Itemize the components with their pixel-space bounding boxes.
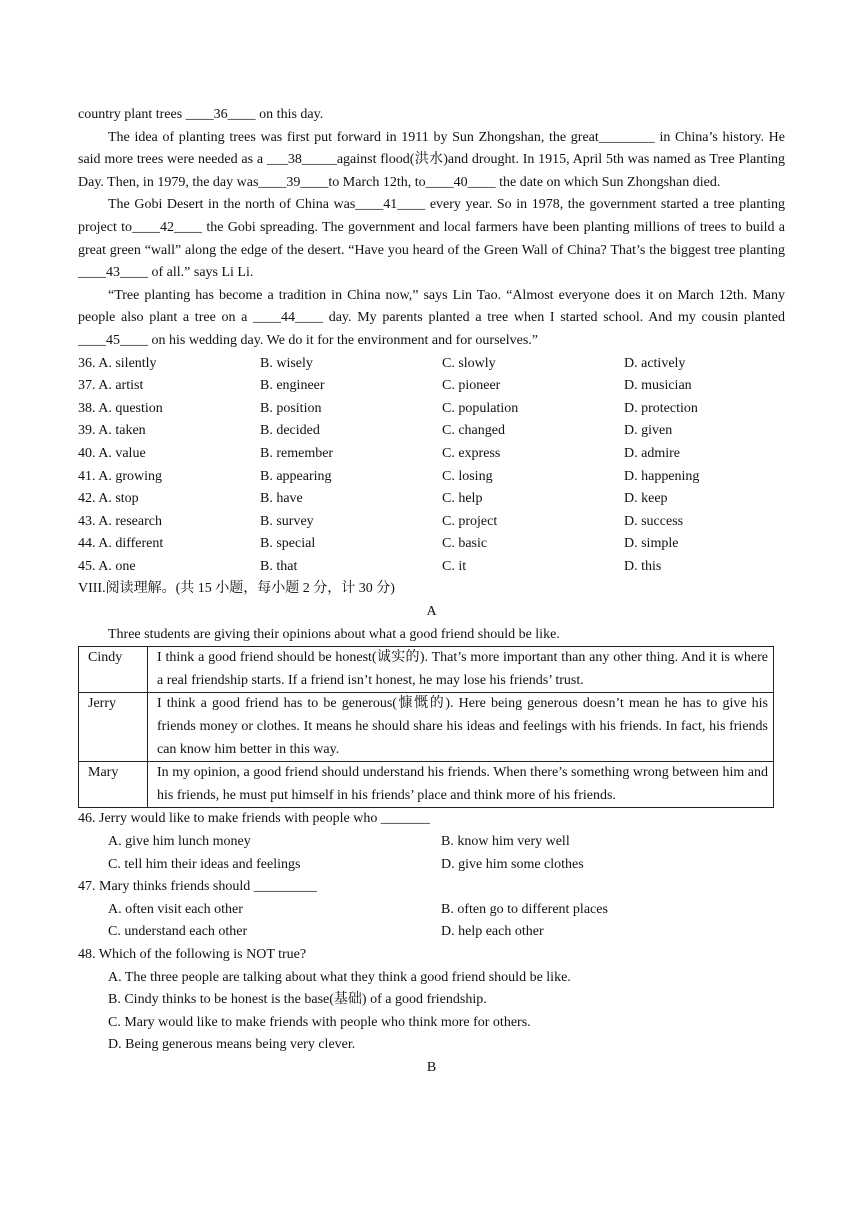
option: B. remember xyxy=(260,445,334,461)
question-47 xyxy=(78,876,785,944)
passage-paragraph: “Tree planting has become a tradition in China now,” says Lin Tao. “Almost everyone does it on March 12th. Many people also plant a tree on a ____44____ day. My parents planted a tree when I started school. And my cousin planted ____45____ on his wedding day. We do it for the environment and for ourselves.” xyxy=(78,287,785,348)
question-stem: 47. Mary thinks friends should _________ xyxy=(78,879,317,895)
option: 39. A. taken xyxy=(78,423,146,439)
passage-paragraph: The Gobi Desert in the north of China was____41____ every year. So in 1978, the government started a tree planting project to____42____ the Gobi spreading. The government and local farmers have been planting millions of trees to build a great green “wall” along the edge of the desert. “Have you heard of the Green Wall of China? That’s the biggest tree planting ____43____ of all.” says Li Li. xyxy=(78,197,785,281)
option-row xyxy=(78,420,785,443)
option-d: D. give him some clothes xyxy=(441,856,584,872)
option: C. basic xyxy=(442,536,488,552)
option: 38. A. question xyxy=(78,400,163,416)
passage-line: country plant trees ____36____ on this day. xyxy=(78,107,324,122)
option: C. project xyxy=(442,513,498,529)
option-row xyxy=(78,466,785,489)
option: D. success xyxy=(624,513,684,529)
exam-page xyxy=(78,104,785,1080)
option: C. pioneer xyxy=(442,378,501,394)
table-row xyxy=(79,693,774,762)
option-row xyxy=(78,511,785,534)
option-b: B. Cindy thinks to be honest is the base(基础) of a good friendship. xyxy=(108,992,487,1008)
option: C. population xyxy=(442,400,519,416)
part-b-label: B xyxy=(426,1059,437,1075)
option: D. this xyxy=(624,558,662,574)
option-b: B. know him very well xyxy=(441,834,570,849)
part-a-label: A xyxy=(426,604,437,620)
option: C. slowly xyxy=(442,355,496,371)
question-46 xyxy=(78,808,785,876)
option: 42. A. stop xyxy=(78,491,139,507)
question-stem: 46. Jerry would like to make friends with people who _______ xyxy=(78,811,430,827)
option-d: D. help each other xyxy=(441,924,544,940)
option: C. losing xyxy=(442,468,493,484)
question-stem: 48. Which of the following is NOT true? xyxy=(78,946,307,962)
option-a: A. The three people are talking about what they think a good friend should be like. xyxy=(108,969,571,985)
option-d: D. Being generous means being very clever. xyxy=(108,1037,356,1053)
option: B. that xyxy=(260,558,298,574)
option: B. engineer xyxy=(260,378,325,394)
option: 45. A. one xyxy=(78,558,136,574)
cloze-passage xyxy=(78,104,785,353)
option: 40. A. value xyxy=(78,445,146,461)
table-row xyxy=(79,762,774,808)
option-c: C. Mary would like to make friends with people who think more for others. xyxy=(108,1014,531,1030)
intro-text: Three students are giving their opinions about what a good friend should be like. xyxy=(108,626,560,642)
option: C. help xyxy=(442,491,483,507)
option-row xyxy=(78,488,785,511)
option: B. survey xyxy=(260,513,314,529)
section-heading: VIII.阅读理解。(共 15 小题，每小题 2 分，计 30 分) xyxy=(78,581,395,597)
option: C. changed xyxy=(442,423,505,439)
table-row xyxy=(79,647,774,693)
opinions-table xyxy=(78,646,774,808)
option: B. position xyxy=(260,400,322,416)
student-name: Jerry xyxy=(79,693,148,762)
option-row xyxy=(78,533,785,556)
option: 44. A. different xyxy=(78,536,164,552)
option-b: B. often go to different places xyxy=(441,901,608,917)
student-opinion: I think a good friend should be honest(诚实的). That’s more important than any other thing. And it is where a real friendship starts. If a friend isn’t honest, he may lose his friends’ trust. xyxy=(148,647,774,693)
question-options xyxy=(78,899,785,944)
option: D. given xyxy=(624,423,673,439)
question-options xyxy=(78,831,785,876)
option: 37. A. artist xyxy=(78,378,144,394)
option: D. happening xyxy=(624,468,700,484)
option: D. simple xyxy=(624,536,679,552)
student-name: Mary xyxy=(79,762,148,808)
passage-paragraph: The idea of planting trees was first put forward in 1911 by Sun Zhongshan, the great________ in China’s history. He said more trees were needed as a ___38_____against flood(洪水)and drought. In 1915, April 5th was named as Tree Planting Day. Then, in 1979, the day was____39____to March 12th, to____40____ the date on which Sun Zhongshan died. xyxy=(78,129,785,190)
option-a: A. often visit each other xyxy=(108,901,243,917)
option-row xyxy=(78,375,785,398)
option: D. keep xyxy=(624,491,668,507)
option-row xyxy=(78,443,785,466)
option: D. actively xyxy=(624,355,686,371)
option-row xyxy=(78,398,785,421)
option: 41. A. growing xyxy=(78,468,162,484)
option: C. express xyxy=(442,445,501,461)
student-opinion: In my opinion, a good friend should understand his friends. When there’s something wrong between him and his friends, he must put himself in his friends’ place and think more of his friends. xyxy=(148,762,774,808)
option: C. it xyxy=(442,558,467,574)
question-48 xyxy=(78,944,785,1057)
option: D. protection xyxy=(624,400,698,416)
option: 36. A. silently xyxy=(78,355,157,371)
option: B. special xyxy=(260,536,316,552)
option: B. decided xyxy=(260,423,320,439)
student-name: Cindy xyxy=(79,647,148,693)
option: D. admire xyxy=(624,445,680,461)
option: D. musician xyxy=(624,378,692,394)
option-row xyxy=(78,353,785,376)
option-row xyxy=(78,556,785,579)
option: 43. A. research xyxy=(78,513,162,529)
option: B. wisely xyxy=(260,355,313,371)
cloze-options xyxy=(78,353,785,579)
option: B. have xyxy=(260,491,303,507)
option-a: A. give him lunch money xyxy=(108,834,251,849)
option-c: C. understand each other xyxy=(108,924,248,940)
option: B. appearing xyxy=(260,468,332,484)
option-c: C. tell him their ideas and feelings xyxy=(108,856,301,872)
student-opinion: I think a good friend has to be generous(慷慨的). Here being generous doesn’t mean he has to give his friends money or clothes. It means he should share his ideas and feelings with his friends. In fact, his friends can know him better in this way. xyxy=(148,693,774,762)
